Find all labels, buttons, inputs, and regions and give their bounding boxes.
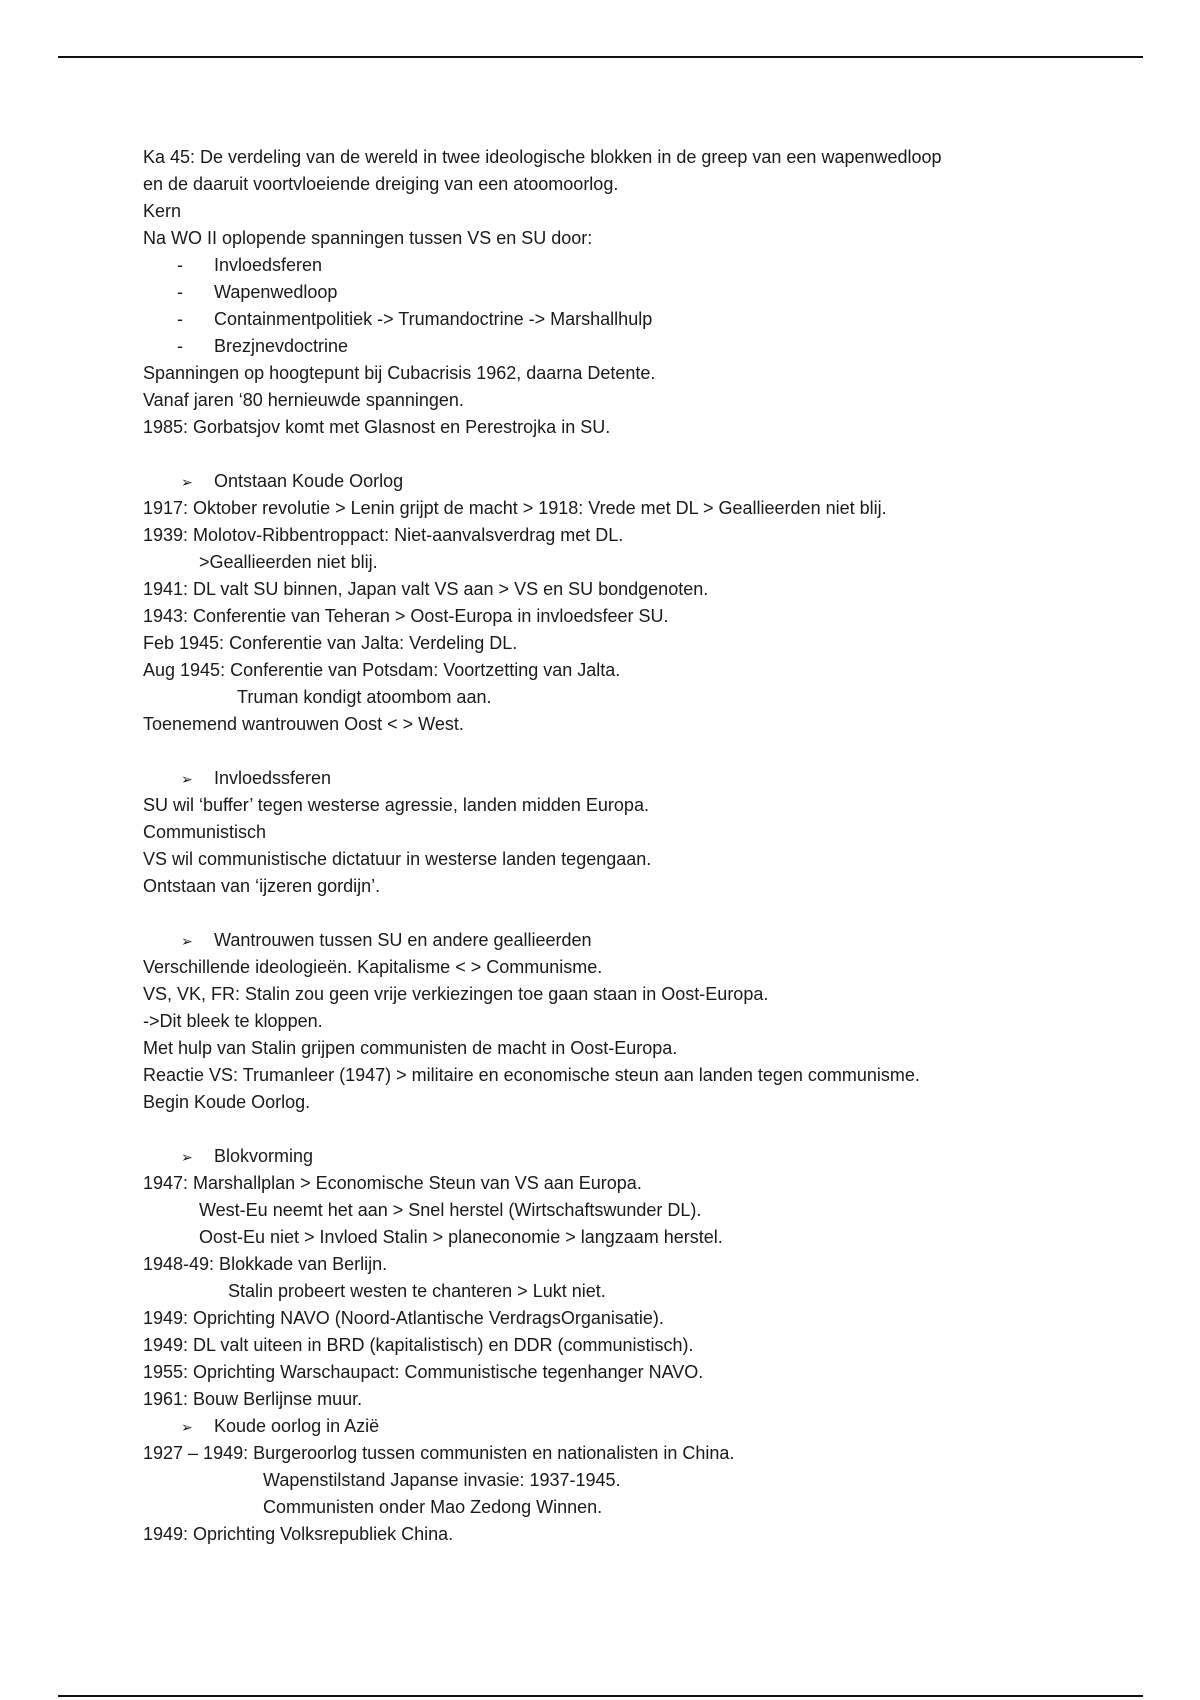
text-line: ->Dit bleek te kloppen. — [143, 1011, 323, 1031]
text-line: 1949: DL valt uiteen in BRD (kapitalistisch) en DDR (communistisch). — [143, 1335, 694, 1355]
text-line: Spanningen op hoogtepunt bij Cubacrisis 1962, daarna Detente. — [143, 363, 656, 383]
section-heading-text: Wantrouwen tussen SU en andere geallieerden — [214, 930, 592, 950]
section-heading — [143, 765, 1103, 792]
arrow-bullet-icon: ➢ — [181, 771, 193, 787]
section-heading-text: Koude oorlog in Azië — [214, 1416, 380, 1436]
list-item-text: Brezjnevdoctrine — [214, 336, 349, 356]
list-item-text: Containmentpolitiek -> Trumandoctrine -> Marshallhulp — [214, 309, 653, 329]
list-item-text: Wapenwedloop — [214, 282, 338, 302]
title-line: en de daaruit voortvloeiende dreiging van een atoomoorlog. — [143, 174, 619, 194]
text-line: 1939: Molotov-Ribbentroppact: Niet-aanvalsverdrag met DL. — [143, 525, 624, 545]
text-line: Truman kondigt atoombom aan. — [237, 687, 492, 707]
dash-bullet: - — [177, 255, 183, 275]
bottom-divider — [58, 1695, 1143, 1697]
text-line: Feb 1945: Conferentie van Jalta: Verdeling DL. — [143, 633, 518, 653]
title-line: Ka 45: De verdeling van de wereld in twee ideologische blokken in de greep van een wapenwedloop — [143, 147, 942, 167]
text-line: 1941: DL valt SU binnen, Japan valt VS aan > VS en SU bondgenoten. — [143, 579, 709, 599]
text-line: 1955: Oprichting Warschaupact: Communistische tegenhanger NAVO. — [143, 1362, 704, 1382]
list-item — [143, 333, 1103, 360]
text-line: Met hulp van Stalin grijpen communisten de macht in Oost-Europa. — [143, 1038, 678, 1058]
text-line: Wapenstilstand Japanse invasie: 1937-1945. — [263, 1470, 621, 1490]
text-line: Communistisch — [143, 822, 267, 842]
arrow-bullet-icon: ➢ — [181, 474, 193, 490]
dash-bullet: - — [177, 309, 183, 329]
section-heading — [143, 468, 1103, 495]
section-heading — [143, 1413, 1103, 1440]
document-body — [143, 144, 1103, 1548]
text-line: Reactie VS: Trumanleer (1947) > militaire en economische steun aan landen tegen communisme. — [143, 1065, 920, 1085]
dash-bullet: - — [177, 282, 183, 302]
text-line: 1927 – 1949: Burgeroorlog tussen communisten en nationalisten in China. — [143, 1443, 735, 1463]
section-heading-text: Invloedssferen — [214, 768, 332, 788]
list-item — [143, 252, 1103, 279]
list-item — [143, 306, 1103, 333]
text-line: West-Eu neemt het aan > Snel herstel (Wirtschaftswunder DL). — [199, 1200, 702, 1220]
text-line: Communisten onder Mao Zedong Winnen. — [263, 1497, 603, 1517]
text-line: 1985: Gorbatsjov komt met Glasnost en Perestrojka in SU. — [143, 417, 611, 437]
spacer — [143, 738, 1103, 765]
text-line: Toenemend wantrouwen Oost < > West. — [143, 714, 464, 734]
text-line: 1961: Bouw Berlijnse muur. — [143, 1389, 363, 1409]
text-line: Begin Koude Oorlog. — [143, 1092, 311, 1112]
text-line: Vanaf jaren ‘80 hernieuwde spanningen. — [143, 390, 464, 410]
arrow-bullet-icon: ➢ — [181, 1419, 193, 1435]
text-line: Aug 1945: Conferentie van Potsdam: Voortzetting van Jalta. — [143, 660, 621, 680]
kern-label: Kern — [143, 201, 182, 221]
list-item-text: Invloedsferen — [214, 255, 323, 275]
text-line: 1947: Marshallplan > Economische Steun van VS aan Europa. — [143, 1173, 642, 1193]
dash-bullet: - — [177, 336, 183, 356]
section-heading-text: Ontstaan Koude Oorlog — [214, 471, 404, 491]
top-divider — [58, 56, 1143, 58]
text-line: SU wil ‘buffer’ tegen westerse agressie, landen midden Europa. — [143, 795, 649, 815]
text-line: VS, VK, FR: Stalin zou geen vrije verkiezingen toe gaan staan in Oost-Europa. — [143, 984, 769, 1004]
spacer — [143, 1116, 1103, 1143]
text-line: 1949: Oprichting Volksrepubliek China. — [143, 1524, 454, 1544]
text-line: 1943: Conferentie van Teheran > Oost-Europa in invloedsfeer SU. — [143, 606, 669, 626]
kern-intro: Na WO II oplopende spanningen tussen VS en SU door: — [143, 228, 593, 248]
text-line: 1917: Oktober revolutie > Lenin grijpt de macht > 1918: Vrede met DL > Geallieerden niet blij. — [143, 498, 887, 518]
section-heading — [143, 927, 1103, 954]
arrow-bullet-icon: ➢ — [181, 933, 193, 949]
text-line: Oost-Eu niet > Invloed Stalin > planeconomie > langzaam herstel. — [199, 1227, 723, 1247]
list-item — [143, 279, 1103, 306]
arrow-bullet-icon: ➢ — [181, 1149, 193, 1165]
spacer — [143, 441, 1103, 468]
section-heading-text: Blokvorming — [214, 1146, 314, 1166]
text-line: >Geallieerden niet blij. — [199, 552, 378, 572]
text-line: Ontstaan van ‘ijzeren gordijn’. — [143, 876, 381, 896]
text-line: VS wil communistische dictatuur in westerse landen tegengaan. — [143, 849, 652, 869]
text-line: Stalin probeert westen te chanteren > Lukt niet. — [228, 1281, 606, 1301]
section-heading — [143, 1143, 1103, 1170]
text-line: Verschillende ideologieën. Kapitalisme < > Communisme. — [143, 957, 603, 977]
text-line: 1948-49: Blokkade van Berlijn. — [143, 1254, 388, 1274]
spacer — [143, 900, 1103, 927]
text-line: 1949: Oprichting NAVO (Noord-Atlantische VerdragsOrganisatie). — [143, 1308, 664, 1328]
